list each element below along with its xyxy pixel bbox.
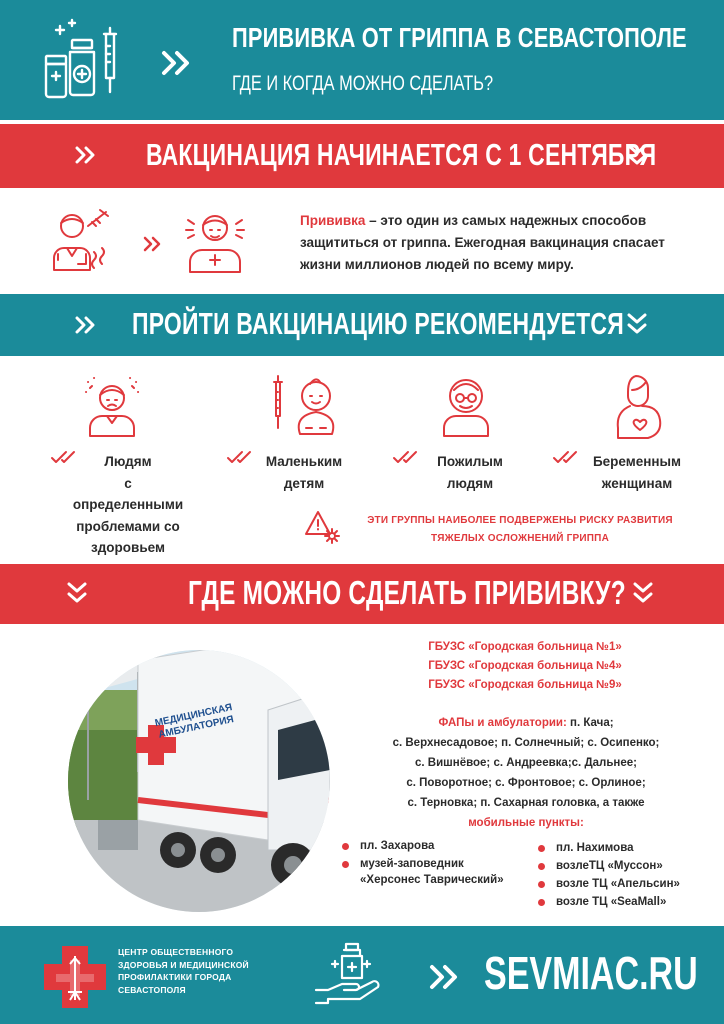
- healthy-person-icon: [180, 206, 250, 276]
- double-check-icon: [226, 450, 256, 464]
- org-line: ПРОФИЛАКТИКИ ГОРОДА: [118, 972, 232, 982]
- mobile-point: возле ТЦ «Апельсин»: [534, 876, 714, 892]
- double-chevron-right-icon: [160, 50, 192, 76]
- double-chevron-right-icon: [74, 146, 96, 164]
- group-label-children: [254, 451, 354, 494]
- hospital-item: ГБУЗС «Городская больница №9»: [428, 679, 622, 691]
- fap-line: п. Кача;: [566, 717, 614, 729]
- org-line: ЦЕНТР ОБЩЕСТВЕННОГО: [118, 947, 234, 957]
- section-where-banner: [0, 564, 724, 624]
- organization-name: [118, 946, 249, 996]
- warning-line-2: ТЯЖЕЛЫХ ОСЛОЖНЕНИЙ ГРИППА: [431, 533, 609, 544]
- group-line: здоровьем: [91, 540, 165, 555]
- intro-highlight: Прививка: [300, 213, 366, 228]
- fap-line: с. Верхнесадовое; п. Солнечный; с. Осипенко;: [392, 737, 660, 749]
- org-line: СЕВАСТОПОЛЯ: [118, 984, 186, 995]
- section-vaccination-start-banner: [0, 124, 724, 188]
- intro-line-2: защититься от гриппа. Ежегодная вакцинация спасает: [300, 235, 665, 250]
- intro-line-1: – это один из самых надежных способов: [365, 213, 647, 228]
- mobile-clinic-photo: [68, 650, 330, 912]
- sick-person-icon: [80, 374, 144, 438]
- group-line: детям: [283, 475, 325, 491]
- double-check-icon: [392, 450, 422, 464]
- group-label-chronic: [68, 451, 188, 559]
- section-title: ГДЕ МОЖНО СДЕЛАТЬ ПРИВИВКУ?: [188, 574, 626, 611]
- fap-label: ФАПы и амбулатории:: [438, 717, 567, 729]
- mobile-point: музей-заповедник «Херсонес Таврический»: [338, 856, 518, 888]
- risk-warning: [340, 512, 700, 548]
- fap-line: с. Вишнёвое; с. Андреевка;с. Дальнее;: [415, 757, 637, 769]
- group-line: Людям: [104, 454, 152, 469]
- intro-line-3: жизни миллионов людей по всему миру.: [300, 257, 574, 272]
- group-line: Пожилым: [437, 454, 503, 469]
- hospital-list: [340, 638, 710, 695]
- mobile-points-label: мобильные пункты:: [468, 817, 584, 829]
- section-recommended-banner: [0, 294, 724, 356]
- hospital-item: ГБУЗС «Городская больница №1»: [428, 641, 622, 653]
- baby-syringe-icon: [266, 374, 346, 438]
- mobile-point: возлеТЦ «Муссон»: [534, 858, 714, 874]
- org-line: ЗДОРОВЬЯ И МЕДИЦИНСКОЙ: [118, 959, 249, 970]
- group-line: женщинам: [601, 475, 673, 491]
- section-title: ПРОЙТИ ВАКЦИНАЦИЮ РЕКОМЕНДУЕТСЯ: [132, 306, 624, 341]
- double-chevron-down-icon: [66, 580, 88, 606]
- double-chevron-right-icon: [428, 964, 460, 990]
- fap-line: с. Терновка; п. Сахарная головка, а также: [407, 797, 645, 809]
- page-subtitle: ГДЕ И КОГДА МОЖНО СДЕЛАТЬ?: [232, 72, 494, 95]
- double-chevron-down-icon: [626, 312, 648, 336]
- double-check-icon: [552, 450, 582, 464]
- mobile-point: пл. Нахимова: [534, 840, 714, 856]
- hospital-item: ГБУЗС «Городская больница №4»: [428, 660, 622, 672]
- group-label-elderly: [420, 451, 520, 494]
- organization-logo-icon: [40, 942, 110, 1012]
- section-title: ВАКЦИНАЦИЯ НАЧИНАЕТСЯ С 1 СЕНТЯБРЯ: [146, 137, 657, 172]
- double-chevron-down-icon: [632, 580, 654, 606]
- double-chevron-down-icon: [626, 143, 648, 167]
- fap-line: с. Поворотное; с. Фронтовое; с. Орлиное;: [406, 777, 646, 789]
- fap-list: [336, 713, 716, 833]
- warning-line-1: ЭТИ ГРУППЫ НАИБОЛЕЕ ПОДВЕРЖЕНЫ РИСКУ РАЗВИТИЯ: [367, 515, 673, 526]
- elderly-person-icon: [436, 372, 496, 438]
- double-chevron-right-icon: [74, 316, 96, 334]
- mobile-points-left: [338, 838, 518, 888]
- group-label-pregnant: [582, 451, 692, 494]
- mobile-point: пл. Захарова: [338, 838, 518, 854]
- group-line: людям: [446, 475, 494, 491]
- intro-paragraph: [300, 210, 700, 276]
- header-banner: [0, 0, 724, 120]
- group-line: проблемами со: [76, 518, 180, 534]
- pregnant-woman-icon: [610, 372, 666, 440]
- double-chevron-right-icon: [142, 236, 162, 252]
- doctor-injection-icon: [50, 206, 114, 276]
- truck-label: МЕДИЦИНСКАЯ АМБУЛАТОРИЯ: [153, 702, 235, 741]
- group-line: Беременным: [592, 454, 682, 469]
- group-line: с определенными: [72, 475, 184, 512]
- hand-vaccine-icon: [312, 940, 388, 1006]
- warning-virus-icon: [304, 508, 340, 544]
- footer-banner: [0, 926, 724, 1024]
- vaccine-bottles-syringe-icon: [38, 18, 128, 104]
- mobile-points-right: [534, 840, 714, 910]
- mobile-point: возле ТЦ «SeaMall»: [534, 894, 714, 910]
- page-title: ПРИВИВКА ОТ ГРИППА В СЕВАСТОПОЛЕ: [232, 22, 687, 53]
- group-line: Маленьким: [265, 454, 343, 469]
- website-link[interactable]: SEVMIAC.RU: [484, 947, 698, 999]
